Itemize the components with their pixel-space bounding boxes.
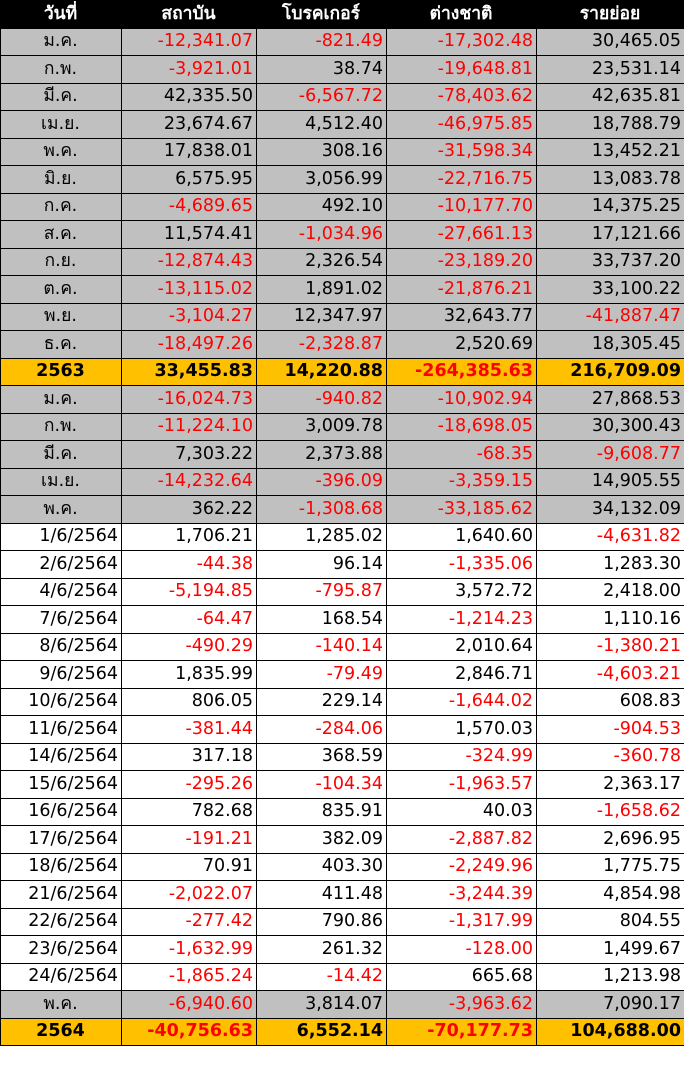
institution-cell: -1,865.24: [122, 963, 257, 991]
retail-cell: 34,132.09: [537, 496, 684, 524]
retail-cell: 18,305.45: [537, 331, 684, 359]
date-cell: 17/6/2564: [1, 826, 122, 854]
institution-cell: -3,921.01: [122, 56, 257, 84]
institution-cell: 362.22: [122, 496, 257, 524]
foreign-cell: -21,876.21: [387, 276, 537, 304]
period-label-cell: ก.พ.: [1, 413, 122, 441]
institution-cell: -6,940.60: [122, 991, 257, 1019]
date-cell: 11/6/2564: [1, 716, 122, 744]
foreign-cell: -10,902.94: [387, 386, 537, 414]
daily-row: [1, 716, 684, 744]
period-label-cell: ก.ย.: [1, 248, 122, 276]
year-total-row: [1, 358, 684, 386]
period-label-cell: มี.ค.: [1, 83, 122, 111]
foreign-cell: 3,572.72: [387, 578, 537, 606]
institution-cell: -12,341.07: [122, 28, 257, 56]
retail-cell: 7,090.17: [537, 991, 684, 1019]
daily-row: [1, 826, 684, 854]
retail-cell: 23,531.14: [537, 56, 684, 84]
foreign-cell: -19,648.81: [387, 56, 537, 84]
period-label-cell: ธ.ค.: [1, 331, 122, 359]
period-label-cell: 2563: [1, 358, 122, 386]
retail-cell: -1,380.21: [537, 633, 684, 661]
period-label-cell: ม.ค.: [1, 386, 122, 414]
institution-cell: -14,232.64: [122, 468, 257, 496]
institution-cell: -1,632.99: [122, 936, 257, 964]
foreign-cell: 1,640.60: [387, 523, 537, 551]
date-cell: 22/6/2564: [1, 908, 122, 936]
foreign-cell: -23,189.20: [387, 248, 537, 276]
daily-row: [1, 798, 684, 826]
broker-cell: -1,308.68: [257, 496, 387, 524]
retail-cell: 17,121.66: [537, 221, 684, 249]
month-summary-row: [1, 413, 684, 441]
foreign-cell: -70,177.73: [387, 1018, 537, 1046]
month-summary-row: [1, 276, 684, 304]
date-cell: 1/6/2564: [1, 523, 122, 551]
month-summary-row: [1, 496, 684, 524]
period-label-cell: 2564: [1, 1018, 122, 1046]
foreign-cell: -1,214.23: [387, 606, 537, 634]
broker-cell: 261.32: [257, 936, 387, 964]
daily-row: [1, 881, 684, 909]
institution-cell: -44.38: [122, 551, 257, 579]
broker-cell: 4,512.40: [257, 111, 387, 139]
institution-cell: 17,838.01: [122, 138, 257, 166]
foreign-cell: -3,963.62: [387, 991, 537, 1019]
foreign-cell: 1,570.03: [387, 716, 537, 744]
daily-row: [1, 853, 684, 881]
period-label-cell: เม.ย.: [1, 468, 122, 496]
daily-row: [1, 606, 684, 634]
month-summary-row: [1, 56, 684, 84]
broker-cell: 835.91: [257, 798, 387, 826]
year-total-row: [1, 1018, 684, 1046]
date-cell: 15/6/2564: [1, 771, 122, 799]
month-summary-row: [1, 166, 684, 194]
period-label-cell: ม.ค.: [1, 28, 122, 56]
table-body: [1, 28, 684, 1046]
daily-row: [1, 936, 684, 964]
broker-cell: 6,552.14: [257, 1018, 387, 1046]
broker-cell: 2,373.88: [257, 441, 387, 469]
daily-row: [1, 963, 684, 991]
date-cell: 24/6/2564: [1, 963, 122, 991]
foreign-cell: -18,698.05: [387, 413, 537, 441]
institution-cell: 1,706.21: [122, 523, 257, 551]
institution-cell: -11,224.10: [122, 413, 257, 441]
retail-cell: 4,854.98: [537, 881, 684, 909]
institution-cell: -381.44: [122, 716, 257, 744]
foreign-cell: -264,385.63: [387, 358, 537, 386]
institution-cell: 7,303.22: [122, 441, 257, 469]
month-summary-row: [1, 83, 684, 111]
period-label-cell: ส.ค.: [1, 221, 122, 249]
retail-cell: 1,110.16: [537, 606, 684, 634]
retail-cell: 2,418.00: [537, 578, 684, 606]
broker-cell: -821.49: [257, 28, 387, 56]
daily-row: [1, 551, 684, 579]
institution-cell: -13,115.02: [122, 276, 257, 304]
institution-cell: -16,024.73: [122, 386, 257, 414]
foreign-cell: -3,359.15: [387, 468, 537, 496]
institution-cell: 317.18: [122, 743, 257, 771]
daily-row: [1, 633, 684, 661]
retail-cell: 1,283.30: [537, 551, 684, 579]
foreign-cell: -33,185.62: [387, 496, 537, 524]
header-broker: โบรคเกอร์: [257, 1, 387, 29]
date-cell: 23/6/2564: [1, 936, 122, 964]
foreign-cell: 40.03: [387, 798, 537, 826]
period-label-cell: พ.ค.: [1, 138, 122, 166]
broker-cell: -284.06: [257, 716, 387, 744]
institution-cell: 42,335.50: [122, 83, 257, 111]
institution-cell: 33,455.83: [122, 358, 257, 386]
foreign-cell: -31,598.34: [387, 138, 537, 166]
broker-cell: -104.34: [257, 771, 387, 799]
institution-cell: -5,194.85: [122, 578, 257, 606]
retail-cell: 1,775.75: [537, 853, 684, 881]
period-label-cell: ต.ค.: [1, 276, 122, 304]
foreign-cell: -1,644.02: [387, 688, 537, 716]
broker-cell: 168.54: [257, 606, 387, 634]
header-institution: สถาบัน: [122, 1, 257, 29]
month-summary-row: [1, 111, 684, 139]
broker-cell: -1,034.96: [257, 221, 387, 249]
retail-cell: 33,737.20: [537, 248, 684, 276]
broker-cell: -940.82: [257, 386, 387, 414]
date-cell: 16/6/2564: [1, 798, 122, 826]
foreign-cell: 665.68: [387, 963, 537, 991]
institution-cell: -40,756.63: [122, 1018, 257, 1046]
retail-cell: -1,658.62: [537, 798, 684, 826]
retail-cell: -9,608.77: [537, 441, 684, 469]
month-summary-row: [1, 248, 684, 276]
retail-cell: 18,788.79: [537, 111, 684, 139]
period-label-cell: มี.ค.: [1, 441, 122, 469]
retail-cell: 14,905.55: [537, 468, 684, 496]
date-cell: 10/6/2564: [1, 688, 122, 716]
period-label-cell: ก.พ.: [1, 56, 122, 84]
broker-cell: 229.14: [257, 688, 387, 716]
date-cell: 18/6/2564: [1, 853, 122, 881]
foreign-cell: -46,975.85: [387, 111, 537, 139]
retail-cell: 2,696.95: [537, 826, 684, 854]
foreign-cell: -78,403.62: [387, 83, 537, 111]
foreign-cell: 2,520.69: [387, 331, 537, 359]
daily-row: [1, 743, 684, 771]
broker-cell: -2,328.87: [257, 331, 387, 359]
date-cell: 9/6/2564: [1, 661, 122, 689]
retail-cell: 608.83: [537, 688, 684, 716]
month-summary-row: [1, 303, 684, 331]
month-summary-row: [1, 193, 684, 221]
retail-cell: 2,363.17: [537, 771, 684, 799]
institution-cell: -12,874.43: [122, 248, 257, 276]
period-label-cell: พ.ย.: [1, 303, 122, 331]
header-date: วันที่: [1, 1, 122, 29]
period-label-cell: พ.ค.: [1, 496, 122, 524]
date-cell: 7/6/2564: [1, 606, 122, 634]
foreign-cell: 2,010.64: [387, 633, 537, 661]
retail-cell: 42,635.81: [537, 83, 684, 111]
date-cell: 4/6/2564: [1, 578, 122, 606]
retail-cell: 804.55: [537, 908, 684, 936]
period-label-cell: มิ.ย.: [1, 166, 122, 194]
broker-cell: 403.30: [257, 853, 387, 881]
month-summary-row: [1, 331, 684, 359]
broker-cell: 3,009.78: [257, 413, 387, 441]
institution-cell: -18,497.26: [122, 331, 257, 359]
broker-cell: -6,567.72: [257, 83, 387, 111]
broker-cell: 3,814.07: [257, 991, 387, 1019]
period-label-cell: เม.ย.: [1, 111, 122, 139]
broker-cell: 14,220.88: [257, 358, 387, 386]
institution-cell: -490.29: [122, 633, 257, 661]
retail-cell: 13,083.78: [537, 166, 684, 194]
retail-cell: 14,375.25: [537, 193, 684, 221]
retail-cell: 104,688.00: [537, 1018, 684, 1046]
daily-row: [1, 578, 684, 606]
institution-cell: 1,835.99: [122, 661, 257, 689]
broker-cell: 3,056.99: [257, 166, 387, 194]
broker-cell: 38.74: [257, 56, 387, 84]
retail-cell: 30,300.43: [537, 413, 684, 441]
retail-cell: -4,603.21: [537, 661, 684, 689]
header-retail: รายย่อย: [537, 1, 684, 29]
foreign-cell: 2,846.71: [387, 661, 537, 689]
retail-cell: 13,452.21: [537, 138, 684, 166]
broker-cell: 492.10: [257, 193, 387, 221]
foreign-cell: -1,335.06: [387, 551, 537, 579]
daily-row: [1, 908, 684, 936]
institution-cell: 11,574.41: [122, 221, 257, 249]
broker-cell: 12,347.97: [257, 303, 387, 331]
retail-cell: 33,100.22: [537, 276, 684, 304]
broker-cell: 368.59: [257, 743, 387, 771]
retail-cell: 27,868.53: [537, 386, 684, 414]
foreign-cell: -1,963.57: [387, 771, 537, 799]
foreign-cell: -2,249.96: [387, 853, 537, 881]
foreign-cell: -324.99: [387, 743, 537, 771]
header-foreign: ต่างชาติ: [387, 1, 537, 29]
broker-cell: -14.42: [257, 963, 387, 991]
retail-cell: -4,631.82: [537, 523, 684, 551]
date-cell: 8/6/2564: [1, 633, 122, 661]
institution-cell: -277.42: [122, 908, 257, 936]
foreign-cell: -22,716.75: [387, 166, 537, 194]
broker-cell: 1,891.02: [257, 276, 387, 304]
period-label-cell: ก.ค.: [1, 193, 122, 221]
foreign-cell: -2,887.82: [387, 826, 537, 854]
broker-cell: -396.09: [257, 468, 387, 496]
date-cell: 21/6/2564: [1, 881, 122, 909]
institution-cell: 806.05: [122, 688, 257, 716]
foreign-cell: -128.00: [387, 936, 537, 964]
retail-cell: -41,887.47: [537, 303, 684, 331]
month-summary-row: [1, 991, 684, 1019]
broker-cell: 2,326.54: [257, 248, 387, 276]
retail-cell: 1,499.67: [537, 936, 684, 964]
foreign-cell: -68.35: [387, 441, 537, 469]
institution-cell: 782.68: [122, 798, 257, 826]
retail-cell: -904.53: [537, 716, 684, 744]
foreign-cell: -10,177.70: [387, 193, 537, 221]
daily-row: [1, 523, 684, 551]
institution-cell: -64.47: [122, 606, 257, 634]
broker-cell: 411.48: [257, 881, 387, 909]
period-label-cell: พ.ค.: [1, 991, 122, 1019]
retail-cell: 216,709.09: [537, 358, 684, 386]
daily-row: [1, 661, 684, 689]
month-summary-row: [1, 28, 684, 56]
foreign-cell: -17,302.48: [387, 28, 537, 56]
institution-cell: 70.91: [122, 853, 257, 881]
broker-cell: 96.14: [257, 551, 387, 579]
institution-cell: -295.26: [122, 771, 257, 799]
foreign-cell: -27,661.13: [387, 221, 537, 249]
month-summary-row: [1, 221, 684, 249]
retail-cell: 30,465.05: [537, 28, 684, 56]
foreign-cell: -3,244.39: [387, 881, 537, 909]
foreign-cell: 32,643.77: [387, 303, 537, 331]
foreign-cell: -1,317.99: [387, 908, 537, 936]
daily-row: [1, 771, 684, 799]
institution-cell: -3,104.27: [122, 303, 257, 331]
month-summary-row: [1, 138, 684, 166]
retail-cell: 1,213.98: [537, 963, 684, 991]
broker-cell: 790.86: [257, 908, 387, 936]
broker-cell: 1,285.02: [257, 523, 387, 551]
broker-cell: -140.14: [257, 633, 387, 661]
month-summary-row: [1, 386, 684, 414]
daily-row: [1, 688, 684, 716]
month-summary-row: [1, 468, 684, 496]
broker-cell: -795.87: [257, 578, 387, 606]
broker-cell: 308.16: [257, 138, 387, 166]
institution-cell: -2,022.07: [122, 881, 257, 909]
institution-cell: 6,575.95: [122, 166, 257, 194]
header-row: [1, 1, 684, 29]
broker-cell: 382.09: [257, 826, 387, 854]
month-summary-row: [1, 441, 684, 469]
institution-cell: -191.21: [122, 826, 257, 854]
date-cell: 2/6/2564: [1, 551, 122, 579]
date-cell: 14/6/2564: [1, 743, 122, 771]
retail-cell: -360.78: [537, 743, 684, 771]
institution-cell: 23,674.67: [122, 111, 257, 139]
institution-cell: -4,689.65: [122, 193, 257, 221]
broker-cell: -79.49: [257, 661, 387, 689]
